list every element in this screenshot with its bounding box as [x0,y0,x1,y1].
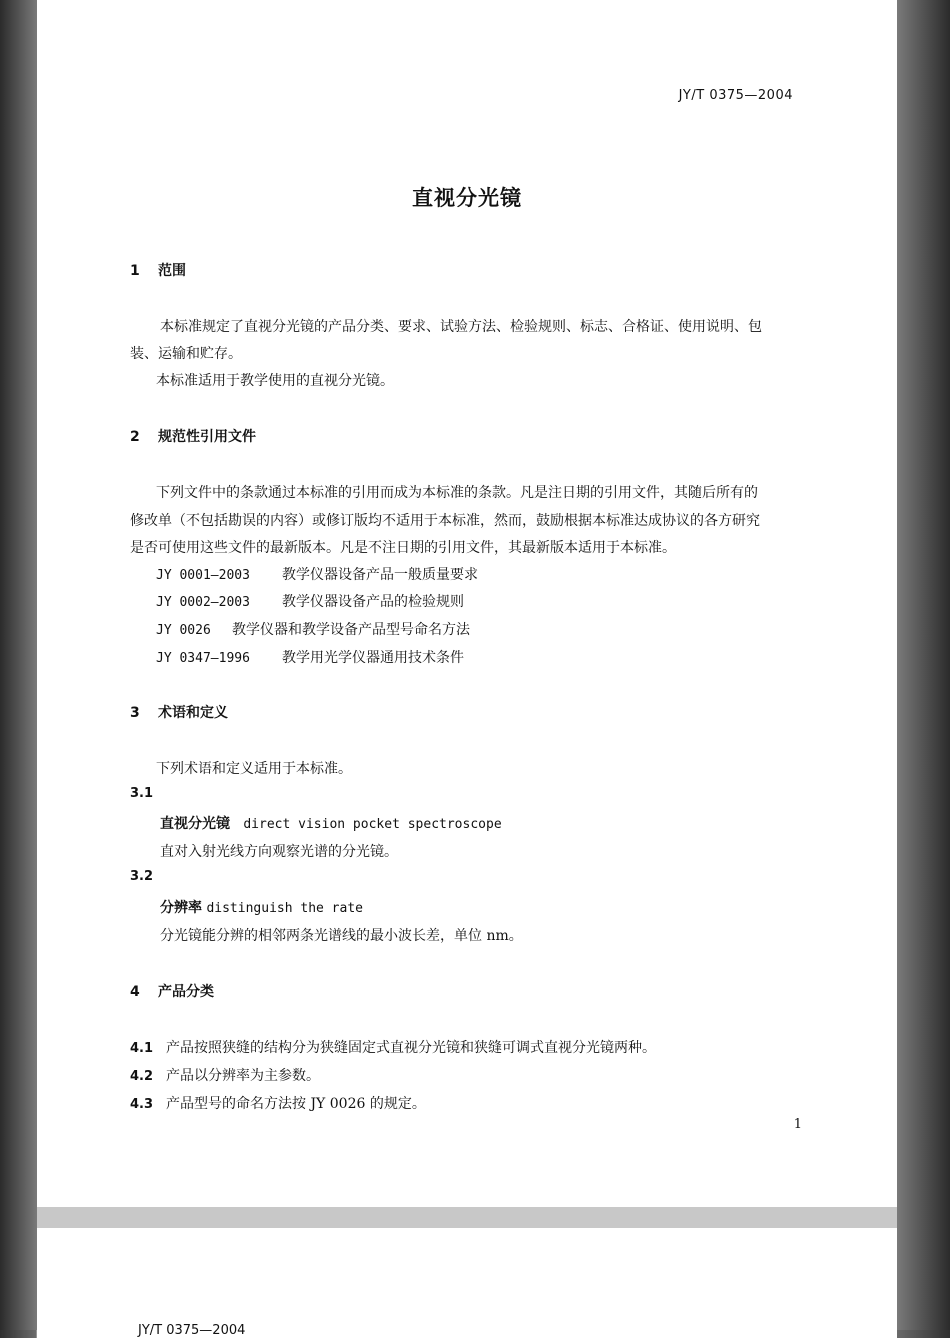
term-name: 分辨率 [160,900,202,916]
clause-number: 4.3 [130,1097,154,1112]
clause-item [130,1065,320,1085]
reference-code: JY 0347—1996 [156,651,250,666]
reference-title: 教学仪器设备产品一般质量要求 [282,567,478,583]
standard-code-header: JY/T 0375—2004 [138,1323,246,1338]
section-heading-2 [130,426,256,446]
standard-code-header: JY/T 0375—2004 [678,88,793,103]
term-entry [160,897,363,917]
section-title: 术语和定义 [158,705,228,721]
viewer-right-edge [897,0,950,1330]
paragraph-line: 本标准规定了直视分光镜的产品分类、要求、试验方法、检验规则、标志、合格证、使用说明、包 [160,319,762,335]
reference-item [156,591,464,611]
reference-item [156,619,470,639]
page-number: 1 [793,1117,802,1132]
document-page-2[interactable] [37,1228,897,1338]
paragraph-line: 装、运输和贮存。 [130,346,242,362]
term-number: 3.2 [130,869,154,884]
section-number: 2 [130,429,140,445]
term-definition: 分光镜能分辨的相邻两条光谱线的最小波长差，单位 nm。 [160,928,523,944]
section-title: 范围 [158,263,186,279]
paragraph-line: 本标准适用于教学使用的直视分光镜。 [156,373,394,389]
paragraph-line: 下列文件中的条款通过本标准的引用而成为本标准的条款。凡是注日期的引用文件，其随后所有的 [156,485,758,501]
paragraph-line: 是否可使用这些文件的最新版本。凡是不注日期的引用文件，其最新版本适用于本标准。 [130,540,676,556]
reference-title: 教学仪器和教学设备产品型号命名方法 [232,622,470,638]
term-english: distinguish the rate [206,901,363,916]
section-number: 1 [130,263,140,279]
section-number: 3 [130,705,140,721]
viewer-left-edge [0,0,37,1330]
page-title: 直视分光镜 [412,186,522,210]
term-english: direct vision pocket spectroscope [243,817,502,832]
section-title: 规范性引用文件 [158,429,256,445]
section-heading-1 [130,260,186,280]
document-page-1[interactable] [37,0,897,1207]
reference-item [156,564,478,584]
section-heading-3 [130,702,228,722]
term-definition: 直对入射光线方向观察光谱的分光镜。 [160,844,398,860]
reference-code: JY 0002—2003 [156,595,250,610]
clause-text: 产品按照狭缝的结构分为狭缝固定式直视分光镜和狭缝可调式直视分光镜两种。 [166,1040,656,1056]
clause-number: 4.2 [130,1069,154,1084]
reference-title: 教学仪器设备产品的检验规则 [282,594,464,610]
section-number: 4 [130,984,140,1000]
reference-title: 教学用光学仪器通用技术条件 [282,650,464,666]
section-heading-4 [130,981,214,1001]
term-entry [160,813,502,833]
clause-number: 4.1 [130,1041,154,1056]
paragraph-line: 下列术语和定义适用于本标准。 [156,761,352,777]
term-number: 3.1 [130,786,154,801]
paragraph-line: 修改单（不包括勘误的内容）或修订版均不适用于本标准，然而，鼓励根据本标准达成协议的各方研究 [130,513,760,529]
reference-item [156,647,464,667]
clause-text: 产品型号的命名方法按 JY 0026 的规定。 [166,1096,426,1112]
clause-item [130,1093,426,1113]
clause-text: 产品以分辨率为主参数。 [166,1068,320,1084]
reference-code: JY 0026 [156,623,211,638]
section-title: 产品分类 [158,984,214,1000]
clause-item [130,1037,656,1057]
term-name: 直视分光镜 [160,816,230,832]
reference-code: JY 0001—2003 [156,568,250,583]
